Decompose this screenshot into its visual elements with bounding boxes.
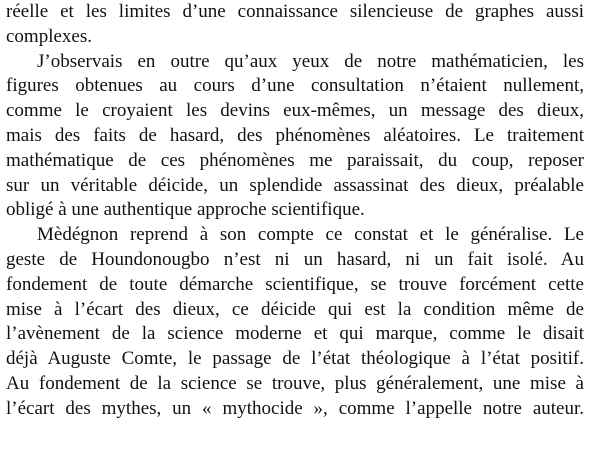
text-line: l’écart des mythes, un « mythocide », comme l’appelle notre auteur. xyxy=(6,397,584,419)
text-line: comme le croyaient les devins eux-mêmes, un message des dieux, xyxy=(6,100,584,122)
text-line: l’avènement de la science moderne et qui marque, comme le disait xyxy=(6,323,584,345)
text-line: Au fondement de la science se trouve, plus généralement, une mise à xyxy=(6,372,584,394)
text-line: obligé à une authentique approche scientifique. xyxy=(6,199,365,221)
text-line: geste de Houndonougbo n’est ni un hasard, ni un fait isolé. Au xyxy=(6,248,584,270)
text-line: fondement de toute démarche scientifique, se trouve forcément cette xyxy=(6,273,584,295)
text-line: J’observais en outre qu’aux yeux de notre mathématicien, les xyxy=(37,50,584,72)
text-line: complexes. xyxy=(6,25,93,47)
text-line: réelle et les limites d’une connaissance silencieuse de graphes aussi xyxy=(6,1,584,22)
text-line: mise à l’écart des dieux, ce déicide qui est la condition même de xyxy=(6,298,584,320)
text-line: mais des faits de hasard, des phénomènes aléatoires. Le traitement xyxy=(6,124,584,146)
document-page xyxy=(6,0,584,422)
text-line: mathématique de ces phénomènes me paraissait, du coup, reposer xyxy=(6,149,584,171)
text-line: déjà Auguste Comte, le passage de l’état théologique à l’état positif. xyxy=(6,348,584,370)
text-line: Mèdégnon reprend à son compte ce constat et le généralise. Le xyxy=(37,224,584,246)
paragraph-2 xyxy=(6,50,584,224)
paragraph-1 xyxy=(6,0,584,50)
text-line: figures obtenues au cours d’une consultation n’étaient nullement, xyxy=(6,75,584,97)
paragraph-3 xyxy=(6,223,584,421)
text-line: sur un véritable déicide, un splendide assassinat des dieux, préalable xyxy=(6,174,584,196)
